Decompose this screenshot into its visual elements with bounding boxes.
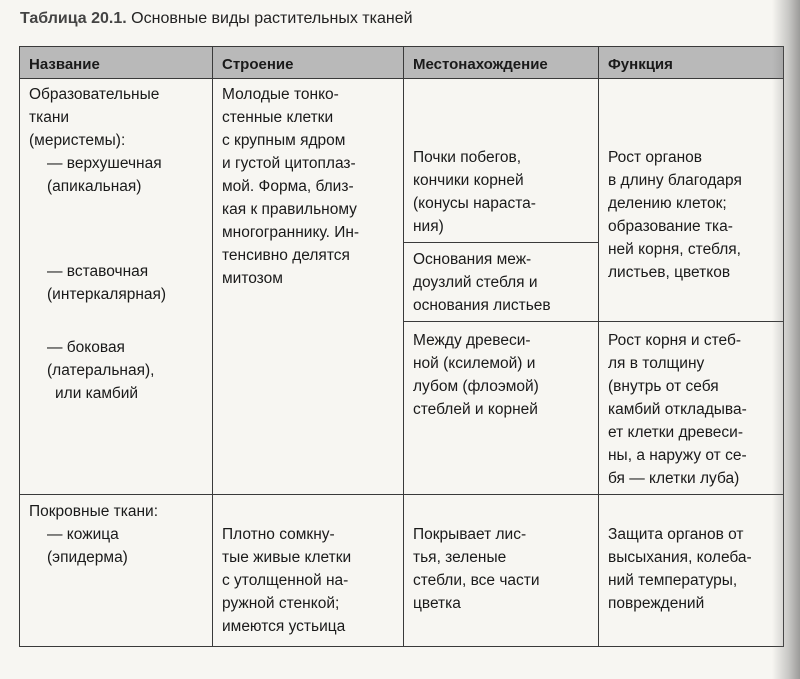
thickness-function-line: камбий откладыва- (608, 401, 747, 418)
meristems-structure-cell (213, 79, 404, 495)
integumentary-function-line: ний температуры, (608, 572, 738, 589)
length-function-line: ней корня, стебля, (608, 241, 741, 258)
intercalary-location-cell (404, 243, 599, 322)
integumentary-function-line: Защита органов от (608, 526, 744, 543)
apical-location-line: кончики корней (413, 172, 524, 189)
apical-location-line: ния) (413, 218, 444, 235)
length-function-line: листьев, цветков (608, 264, 731, 281)
structure-line: с крупным ядром (222, 132, 346, 149)
table-row-apical (20, 79, 784, 243)
integumentary-function-line: высыхания, колеба- (608, 549, 752, 566)
thickness-function-cell (599, 322, 784, 495)
lateral-name-line: (латеральная), (47, 362, 155, 379)
integumentary-location-line: стебли, все части (413, 572, 540, 589)
apical-location-cell (404, 79, 599, 243)
table-caption (20, 10, 413, 28)
integumentary-location-line: цветка (413, 595, 461, 612)
lateral-location-line: лубом (флоэмой) (413, 378, 539, 395)
lateral-location-line: ной (ксилемой) и (413, 355, 536, 372)
page-edge-shadow (772, 0, 800, 679)
header-structure: Строение (213, 47, 404, 79)
plant-tissues-table (19, 46, 784, 647)
intercalary-location-line: доузлий стебля и (413, 274, 538, 291)
integumentary-structure-line: Плотно сомкну- (222, 526, 335, 543)
apical-location-line: Почки побегов, (413, 149, 522, 166)
length-function-line: в длину благодаря (608, 172, 742, 189)
lateral-name-line: или камбий (55, 385, 139, 402)
header-name: Название (20, 47, 213, 79)
meristems-title-line: (меристемы): (29, 132, 126, 149)
meristems-title-line: Образовательные (29, 86, 160, 103)
meristems-name-cell (20, 79, 213, 495)
integumentary-function-cell (599, 495, 784, 647)
structure-line: тенсивно делятся (222, 247, 350, 264)
thickness-function-line: бя — клетки луба) (608, 470, 740, 487)
integumentary-title-line: Покровные ткани: (29, 503, 159, 520)
length-function-cell (599, 79, 784, 322)
thickness-function-line: (внутрь от себя (608, 378, 719, 395)
thickness-function-line: Рост корня и стеб- (608, 332, 742, 349)
apical-name-line: (апикальная) (47, 178, 142, 195)
lateral-location-line: Между древеси- (413, 332, 531, 349)
intercalary-location-line: Основания меж- (413, 251, 532, 268)
structure-line: кая к правильному (222, 201, 357, 218)
integumentary-structure-line: имеются устьица (222, 618, 346, 635)
epidermis-name-line: — кожица (47, 526, 119, 543)
thickness-function-line: ет клетки древеси- (608, 424, 743, 441)
structure-line: и густой цитоплаз- (222, 155, 356, 172)
header-row (20, 47, 784, 79)
integumentary-structure-line: ружной стенкой; (222, 595, 340, 612)
structure-line: мой. Форма, близ- (222, 178, 354, 195)
table-row-integumentary (20, 495, 784, 647)
structure-line: митозом (222, 270, 283, 287)
integumentary-location-line: Покрывает лис- (413, 526, 527, 543)
integumentary-structure-cell (213, 495, 404, 647)
integumentary-name-cell (20, 495, 213, 647)
integumentary-structure-line: тые живые клетки (222, 549, 352, 566)
header-function: Функция (599, 47, 784, 79)
integumentary-location-line: тья, зеленые (413, 549, 507, 566)
caption-number: Таблица 20.1. (20, 10, 127, 27)
length-function-line: Рост органов (608, 149, 703, 166)
apical-location-line: (конусы нараста- (413, 195, 536, 212)
epidermis-name-line: (эпидерма) (47, 549, 128, 566)
lateral-location-line: стеблей и корней (413, 401, 538, 418)
header-location: Местонахождение (404, 47, 599, 79)
caption-title: Основные виды растительных тканей (131, 10, 413, 27)
thickness-function-line: ля в толщину (608, 355, 705, 372)
length-function-line: образование тка- (608, 218, 733, 235)
lateral-location-cell (404, 322, 599, 495)
intercalary-name-line: — вставочная (47, 263, 149, 280)
thickness-function-line: ны, а наружу от се- (608, 447, 747, 464)
intercalary-location-line: основания листьев (413, 297, 551, 314)
integumentary-location-cell (404, 495, 599, 647)
apical-name-line: — верхушечная (47, 155, 162, 172)
integumentary-structure-line: с утолщенной на- (222, 572, 349, 589)
meristems-title-line: ткани (29, 109, 70, 126)
length-function-line: делению клеток; (608, 195, 727, 212)
structure-line: стенные клетки (222, 109, 334, 126)
intercalary-name-line: (интеркалярная) (47, 286, 167, 303)
lateral-name-line: — боковая (47, 339, 125, 356)
integumentary-function-line: повреждений (608, 595, 705, 612)
structure-line: Молодые тонко- (222, 86, 339, 103)
structure-line: многограннику. Ин- (222, 224, 360, 241)
